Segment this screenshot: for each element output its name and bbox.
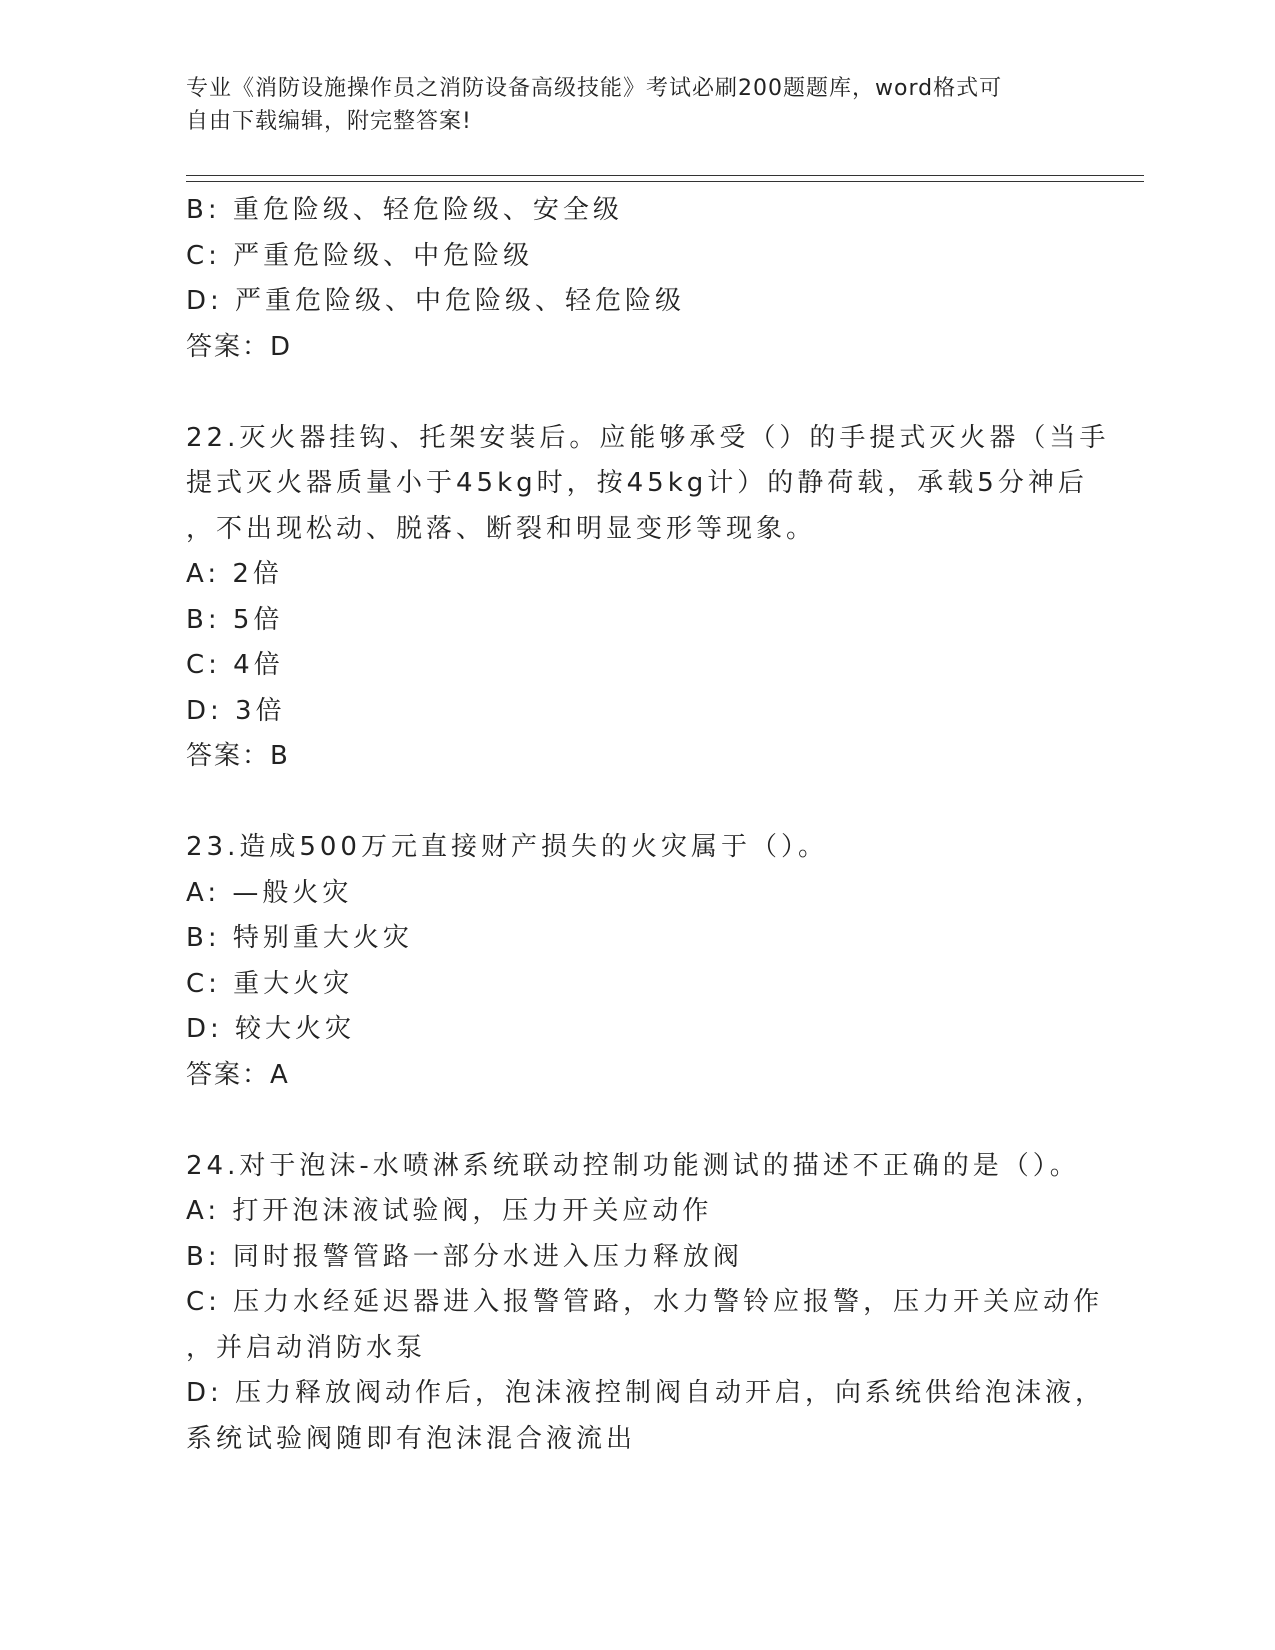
spacer: [186, 1098, 1086, 1144]
question-stem-line: 24.对于泡沫-水喷淋系统联动控制功能测试的描述不正确的是（）。: [186, 1150, 1080, 1181]
question-content: [186, 188, 1110, 1462]
option-c: C: 重大火灾: [186, 968, 354, 999]
option-d: D: 严重危险级、中危险级、轻危险级: [186, 286, 686, 316]
answer-label: 答案：B: [186, 741, 290, 771]
question-stem-line: ，不出现松动、脱落、断裂和明显变形等现象。: [186, 513, 817, 544]
answer-label: 答案：A: [186, 1059, 290, 1090]
header-divider-bottom: [186, 181, 1144, 182]
option-b: B: 重危险级、轻危险级、安全级: [186, 195, 623, 225]
option-c: C: 4倍: [186, 650, 284, 680]
option-b: B: 特别重大火灾: [186, 923, 413, 953]
option-b: B: 同时报警管路一部分水进入压力释放阀: [186, 1241, 743, 1272]
option-d: D: 3倍: [186, 695, 286, 726]
question-21: [186, 188, 1086, 370]
option-d-continuation: 系统试验阀随即有泡沫混合液流出: [186, 1423, 637, 1454]
question-22: [186, 416, 1110, 780]
option-a: A: 2倍: [186, 559, 283, 589]
option-d: D: 压力释放阀动作后，泡沫液控制阀自动开启，向系统供给泡沫液，: [186, 1378, 1106, 1408]
option-d: D: 较大火灾: [186, 1014, 356, 1044]
header-title-line-1: 专业《消防设施操作员之消防设备高级技能》考试必刷200题题库，word格式可: [186, 76, 1003, 101]
document-header: [186, 72, 1086, 138]
question-stem-line: 22.灭火器挂钩、托架安装后。应能够承受（）的手提式灭火器（当手: [186, 422, 1110, 453]
question-23: [186, 825, 1086, 1098]
option-a: A: 打开泡沫液试验阀，压力开关应动作: [186, 1196, 713, 1226]
header-divider-top: [186, 175, 1144, 176]
question-24: [186, 1144, 1106, 1463]
spacer: [186, 370, 1086, 416]
option-a: A: —般火灾: [186, 877, 353, 908]
question-stem-line: 提式灭火器质量小于45kg时，按45kg计）的静荷载，承载5分神后: [186, 468, 1088, 498]
question-stem-line: 23.造成500万元直接财产损失的火灾属于（）。: [186, 832, 828, 862]
header-title-line-2: 自由下载编辑，附完整答案!: [186, 109, 472, 134]
option-c: C: 严重危险级、中危险级: [186, 240, 534, 271]
spacer: [186, 780, 1086, 826]
option-c: C: 压力水经延迟器进入报警管路，水力警铃应报警，压力开关应动作: [186, 1287, 1104, 1317]
option-c-continuation: ，并启动消防水泵: [186, 1332, 427, 1363]
option-b: B: 5倍: [186, 604, 284, 635]
answer-label: 答案：D: [186, 331, 293, 362]
